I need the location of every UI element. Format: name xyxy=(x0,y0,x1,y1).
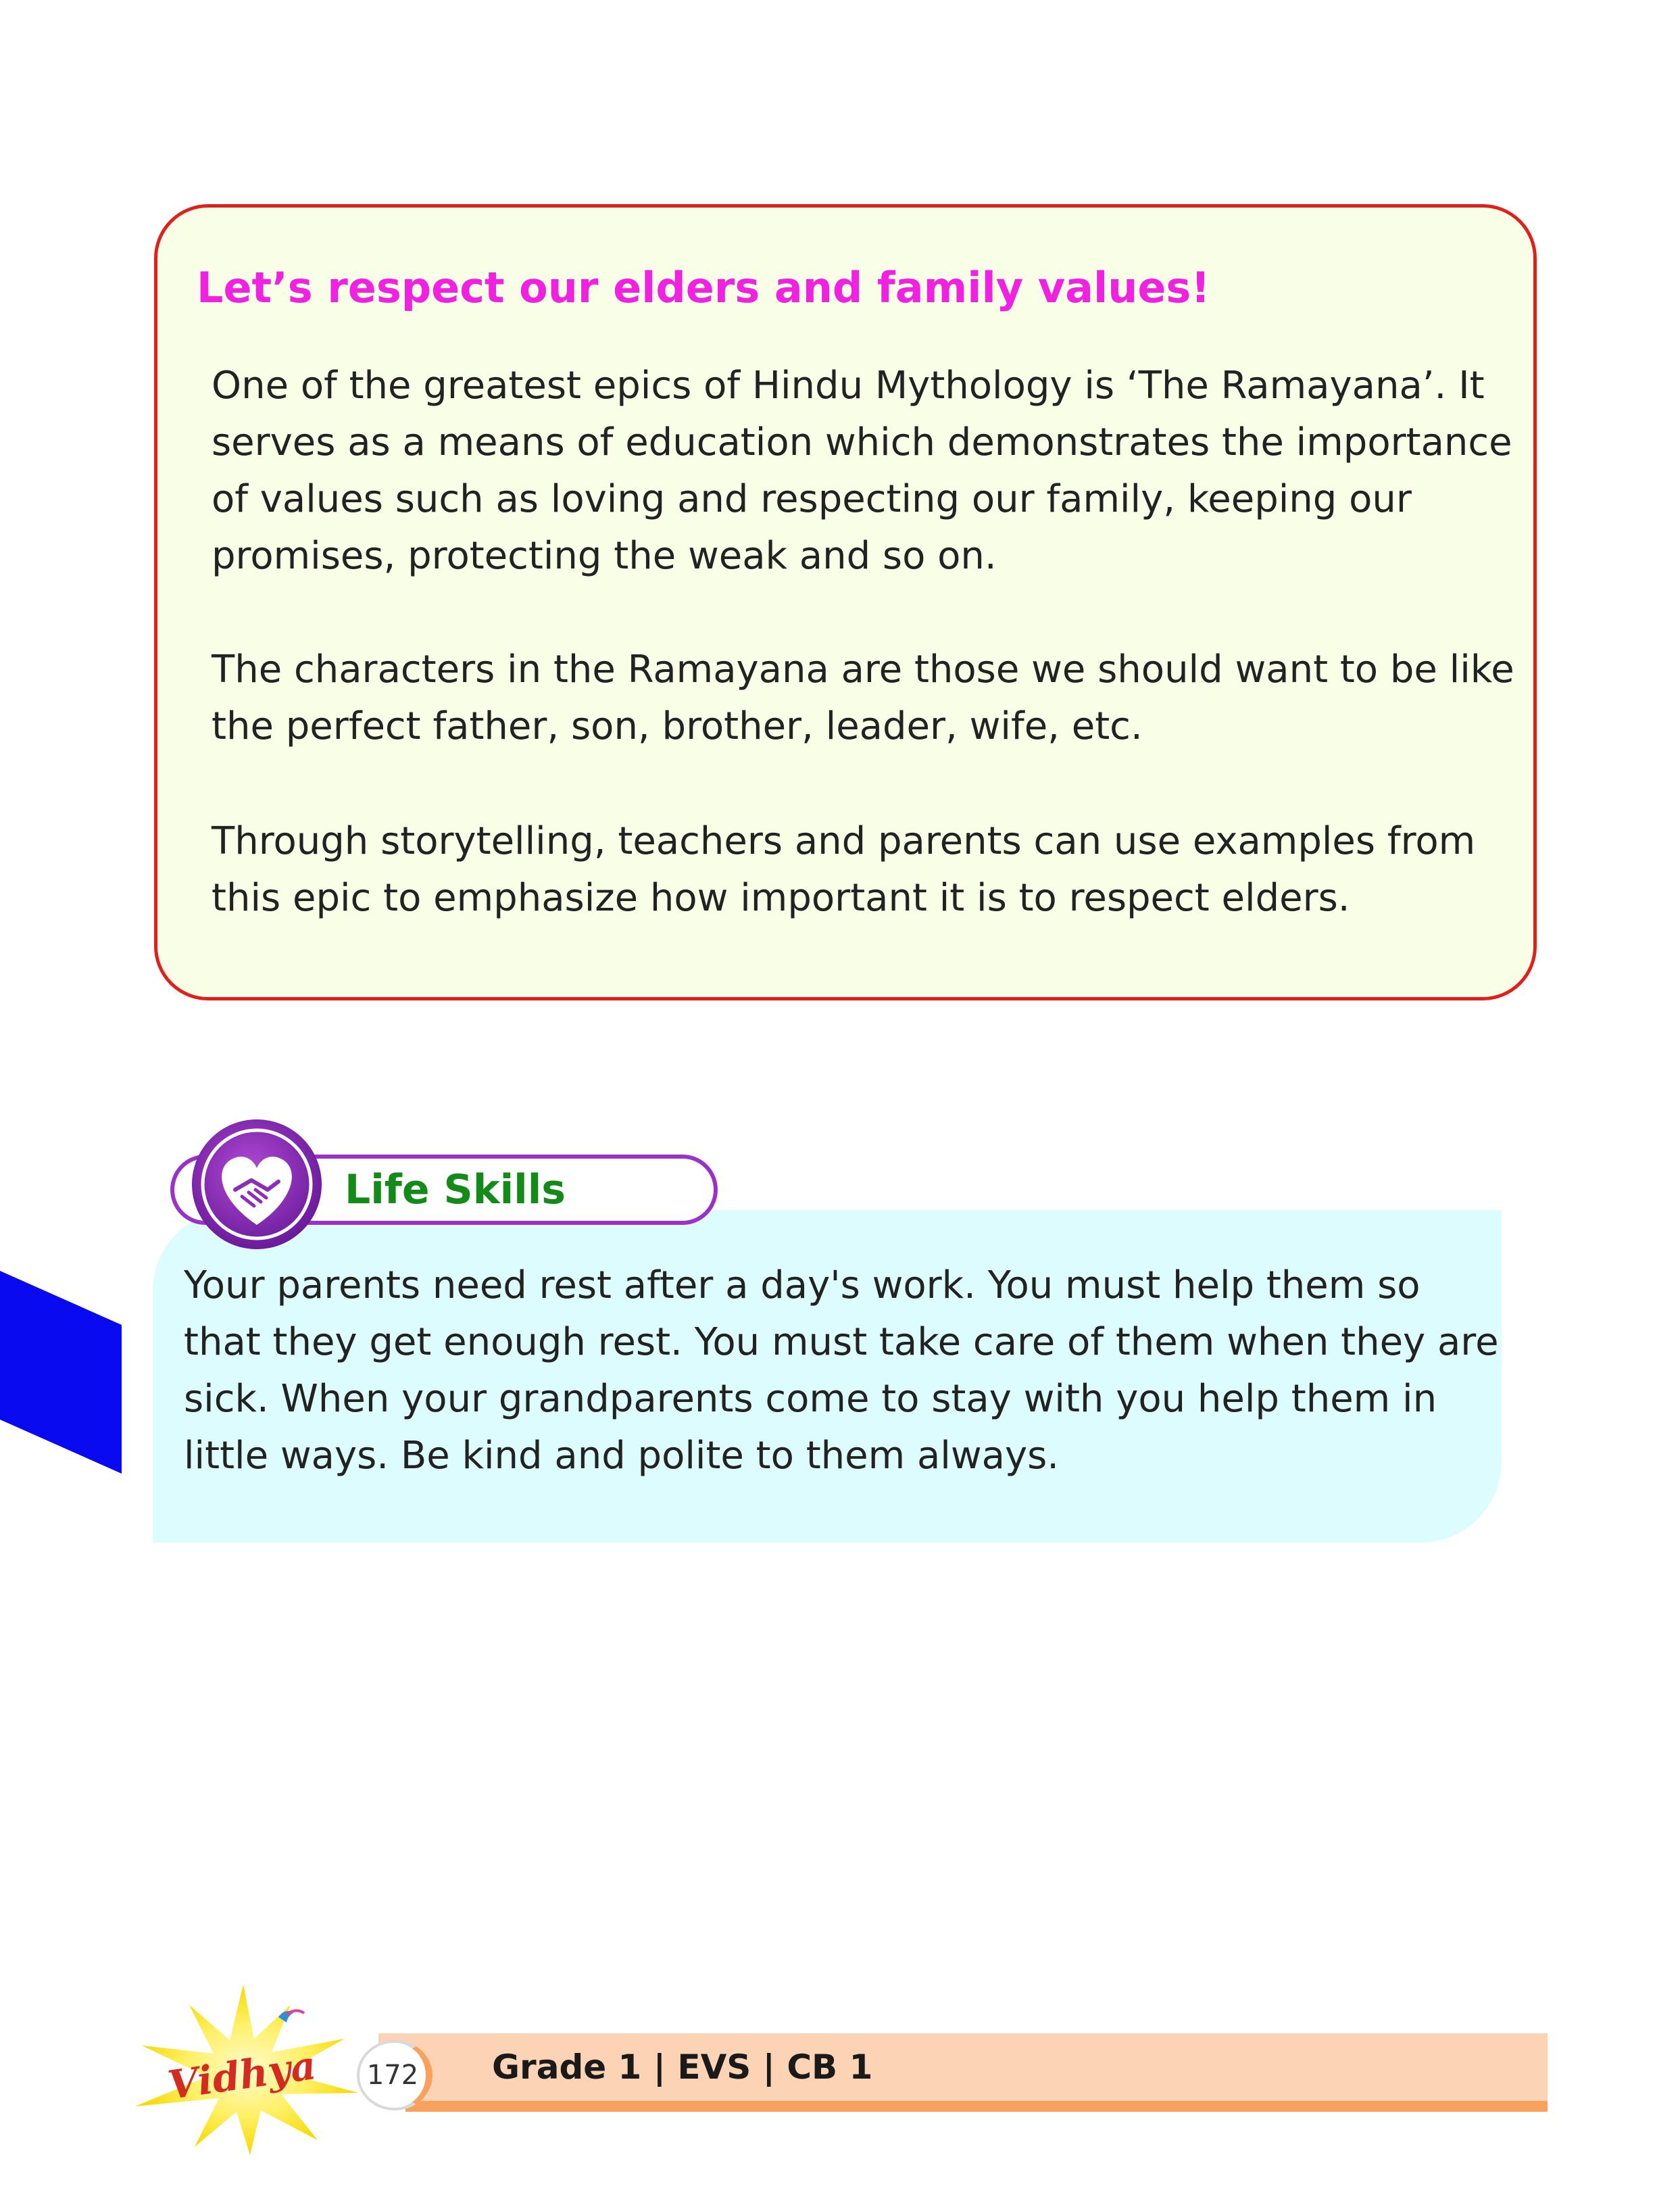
values-title: Let’s respect our elders and family values! xyxy=(197,263,1210,312)
values-paragraph-2: The characters in the Ramayana are those we should want to be like the perfect father, son, brother, leader, wife, etc. xyxy=(212,648,1514,748)
life-skills-label: Life Skills xyxy=(345,1166,566,1213)
footer-accent-bar xyxy=(405,2101,1548,2112)
logo-text: Vidhya xyxy=(165,2042,319,2108)
page-number: 172 xyxy=(357,2040,433,2110)
values-box xyxy=(154,204,1537,1000)
values-paragraph-1: One of the greatest epics of Hindu Mythology is ‘The Ramayana’. It serves as a means of education which demonstrates the importance of values such as loving and respecting our family, keeping our promises, protecting the weak and so on. xyxy=(212,364,1512,578)
life-skills-text: Your parents need rest after a day's work. You must help them so that they get enough rest. You must take care of them when they are sick. When your grandparents come to stay with you help them in little ways. Be kind and polite to them always. xyxy=(184,1263,1499,1478)
heart-handshake-icon xyxy=(189,1117,324,1252)
book-info: Grade 1 | EVS | CB 1 xyxy=(492,2048,873,2087)
side-tab-marker xyxy=(0,1271,122,1474)
values-paragraph-3: Through storytelling, teachers and parents can use examples from this epic to emphasize how important it is to respect elders. xyxy=(212,819,1476,920)
